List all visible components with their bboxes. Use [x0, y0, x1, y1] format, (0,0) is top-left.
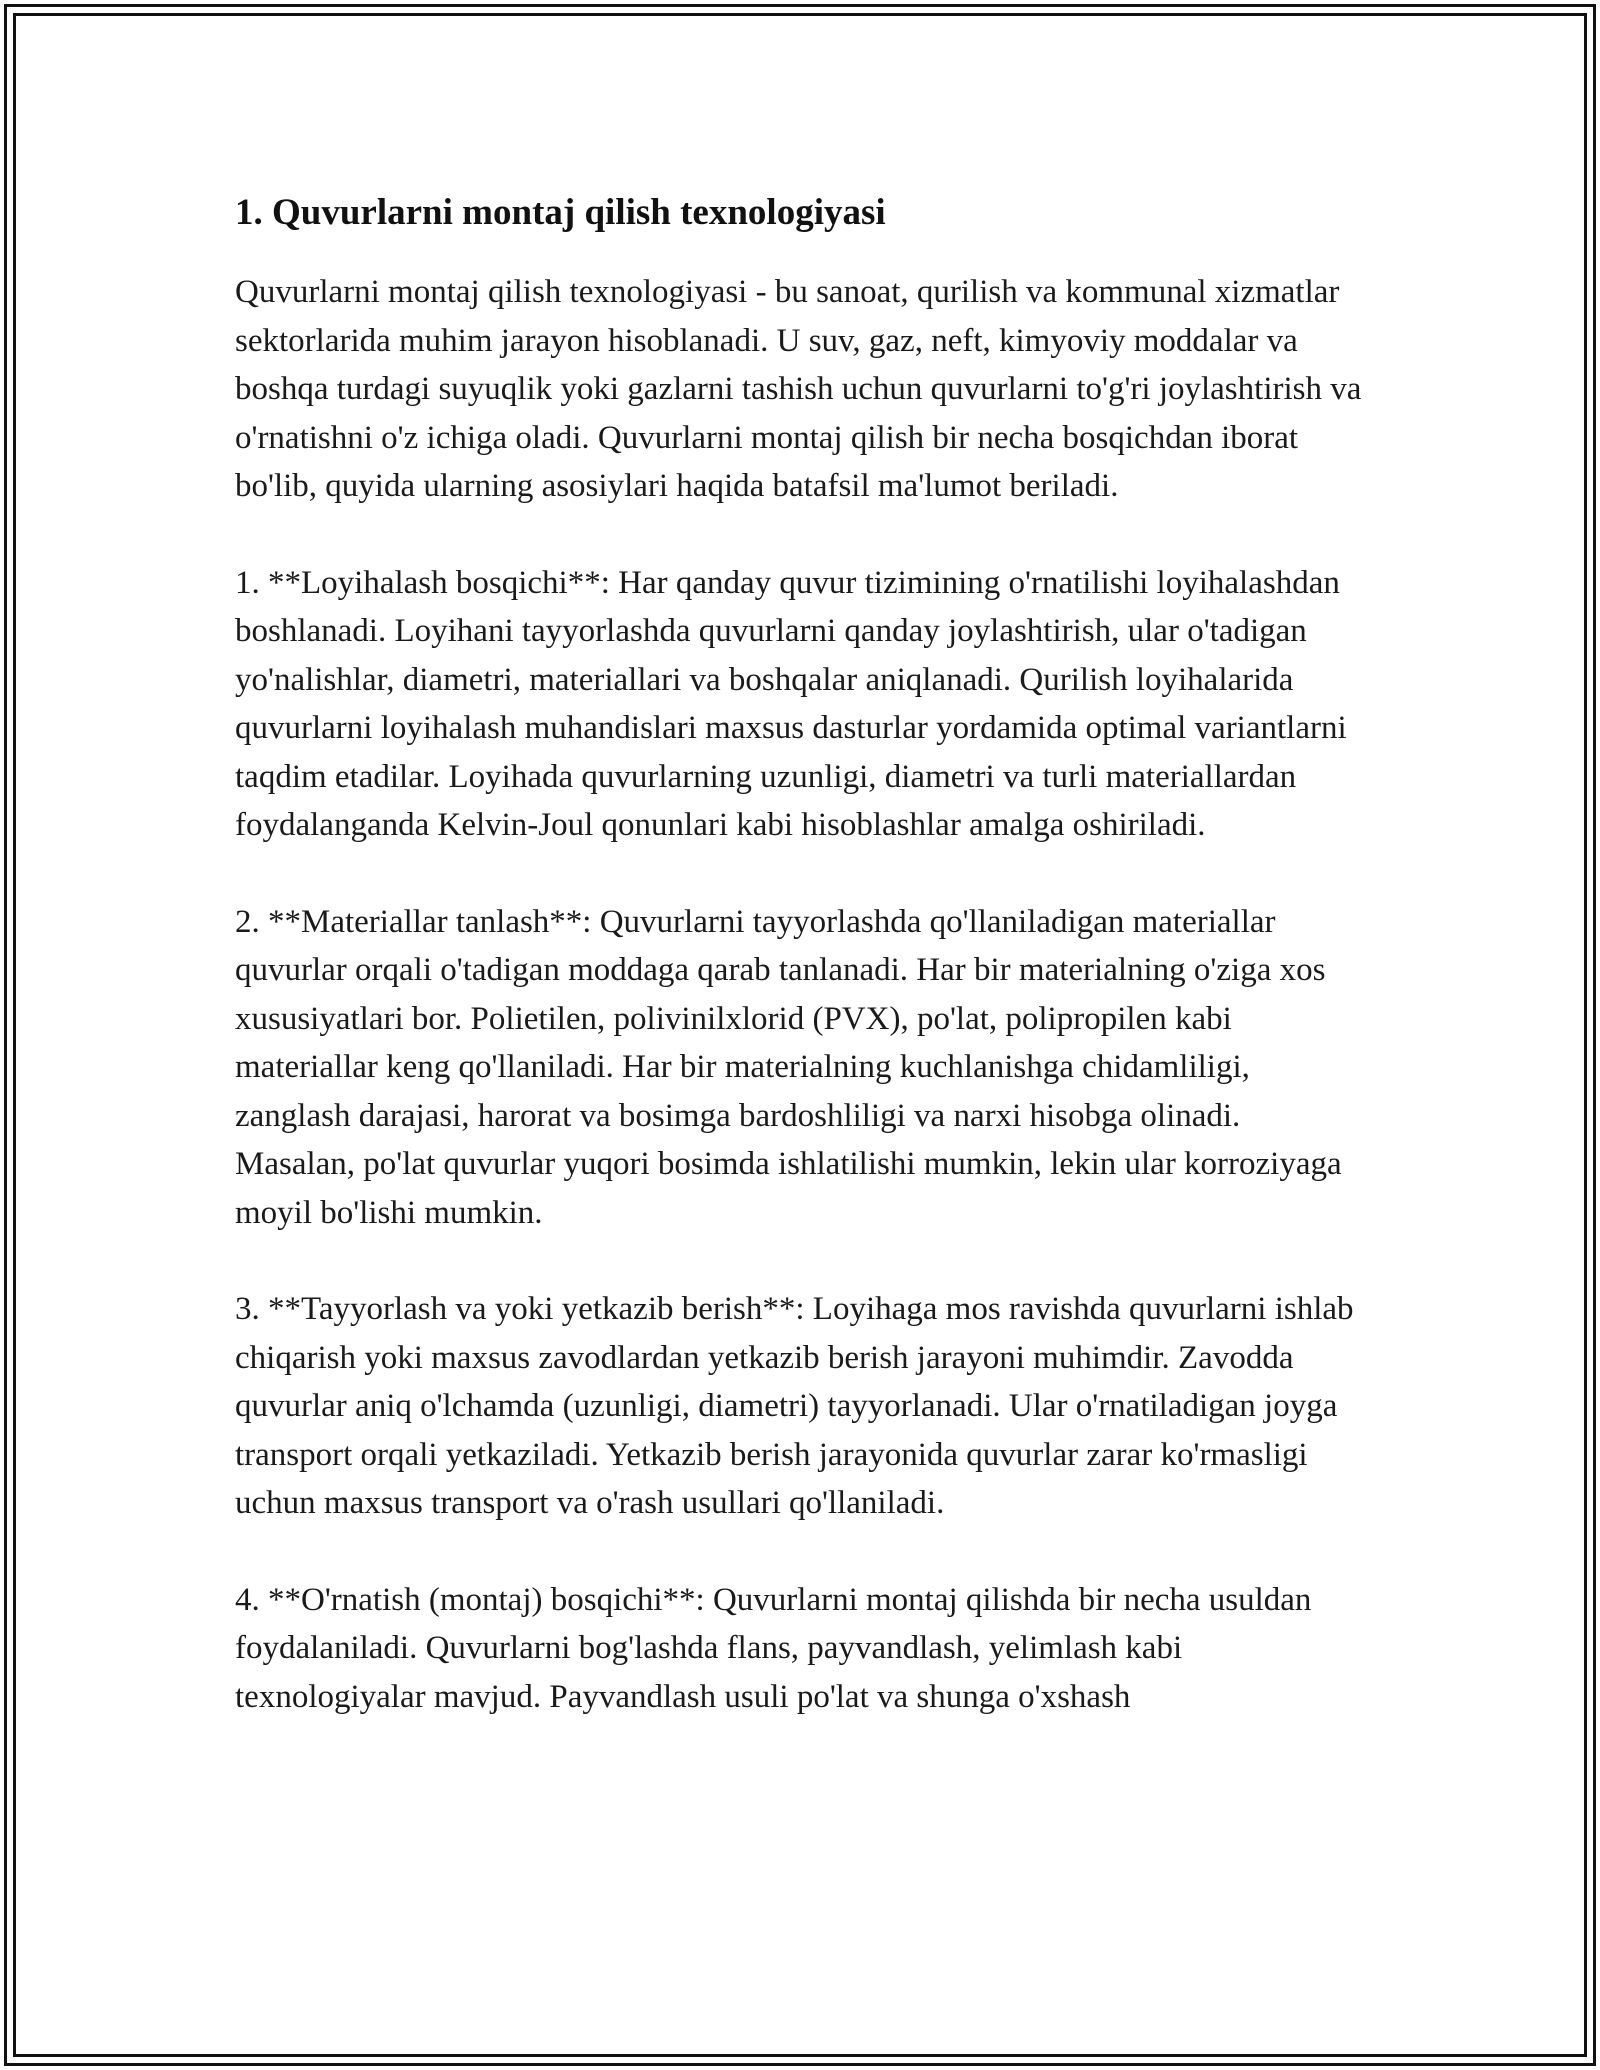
document-title: 1. Quvurlarni montaj qilish texnologiyasi — [235, 192, 886, 233]
paragraph-installation-stage: 4. **O'rnatish (montaj) bosqichi**: Quvurlarni montaj qilishda bir necha usuldan foydalaniladi. Quvurlarni bog'lashda flans, payvandlash, yelimlash kabi texnologiyalar mavjud. Payvandlash usuli po'lat va shunga o'xshash — [235, 1581, 1312, 1715]
document-body — [235, 186, 1365, 1769]
paragraph-design-stage: 1. **Loyihalash bosqichi**: Har qanday quvur tizimining o'rnatilishi loyihalashdan boshlanadi. Loyihani tayyorlashda quvurlarni qanday joylashtirish, ular o'tadigan yo'nalishlar, diametri, materiallari va boshqalar aniqlanadi. Qurilish loyihalarida quvurlarni loyihalash muhandislari maxsus dasturlar yordamida optimal variantlarni taqdim etadilar. Loyihada quvurlarning uzunligi, diametri va turli materiallardan foydalanganda Kelvin-Joul qonunlari kabi hisoblashlar amalga oshiriladi. — [235, 564, 1347, 843]
paragraph-intro: Quvurlarni montaj qilish texnologiyasi - bu sanoat, qurilish va kommunal xizmatlar sektorlarida muhim jarayon hisoblanadi. U suv, gaz, neft, kimyoviy moddalar va boshqa turdagi suyuqlik yoki gazlarni tashish uchun quvurlarni to'g'ri joylashtirish va o'rnatishni o'z ichiga oladi. Quvurlarni montaj qilish bir necha bosqichdan iborat bo'lib, quyida ularning asosiylari haqida batafsil ma'lumot beriladi. — [235, 274, 1362, 504]
paragraph-preparation-delivery: 3. **Tayyorlash va yoki yetkazib berish**: Loyihaga mos ravishda quvurlarni ishlab chiqarish yoki maxsus zavodlardan yetkazib berish jarayoni muhimdir. Zavodda quvurlar aniq o'lchamda (uzunligi, diametri) tayyorlanadi. Ular o'rnatiladigan joyga transport orqali yetkaziladi. Yetkazib berish jarayonida quvurlar zarar ko'rmasligi uchun maxsus transport va o'rash usullari qo'llaniladi. — [235, 1291, 1354, 1521]
paragraph-material-selection: 2. **Materiallar tanlash**: Quvurlarni tayyorlashda qo'llaniladigan materiallar quvurlar orqali o'tadigan moddaga qarab tanlanadi. Har bir materialning o'ziga xos xususiyatlari bor. Polietilen, polivinilxlorid (PVX), po'lat, polipropilen kabi materiallar keng qo'llaniladi. Har bir materialning kuchlanishga chidamliligi, zanglash darajasi, harorat va bosimga bardoshliligi va narxi hisobga olinadi. Masalan, po'lat quvurlar yuqori bosimda ishlatilishi mumkin, lekin ular korroziyaga moyil bo'lishi mumkin. — [235, 903, 1342, 1231]
